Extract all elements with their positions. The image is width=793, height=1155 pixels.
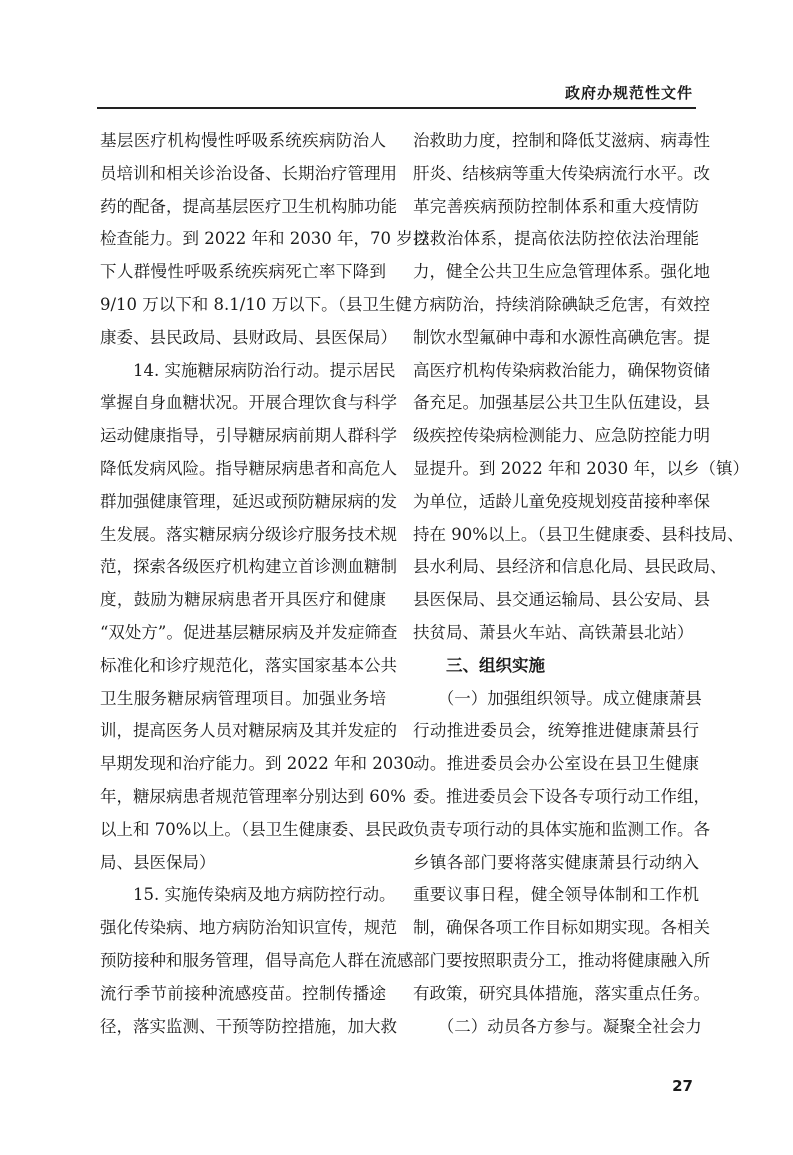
text-line: 动。推进委员会办公室设在县卫生健康	[413, 754, 699, 774]
text-line: 肝炎、结核病等重大传染病流行水平。改	[413, 163, 710, 183]
text-line: 掌握自身血糖状况。开展合理饮食与科学	[100, 393, 397, 413]
header-divider	[97, 107, 696, 109]
running-header-title: 政府办规范性文件	[564, 84, 693, 102]
text-line: 乡镇各部门要将落实健康萧县行动纳入	[413, 852, 699, 872]
text-line: 备充足。加强基层公共卫生队伍建设，县	[413, 393, 710, 413]
text-line: 革完善疾病预防控制体系和重大疫情防	[413, 196, 699, 216]
text-line: 早期发现和治疗能力。到 2022 年和 2030	[100, 754, 415, 774]
text-line: 基层医疗机构慢性呼吸系统疾病防治人	[100, 131, 386, 150]
section-heading: 三、组织实施	[413, 655, 545, 675]
text-line: 有政策，研究具体措施，落实重点任务。	[413, 983, 710, 1003]
text-line: 为单位，适龄儿童免疫规划疫苗接种率保	[413, 491, 710, 511]
text-line: 方病防治，持续消除碘缺乏危害，有效控	[413, 294, 710, 314]
text-line: 卫生服务糖尿病管理项目。加强业务培	[100, 688, 386, 708]
text-line: 部门要按照职责分工，推动将健康融入所	[413, 950, 710, 970]
text-line: 高医疗机构传染病救治能力，确保物资储	[413, 360, 710, 380]
text-line: 流行季节前接种流感疫苗。控制传播途	[100, 983, 386, 1003]
text-line: 重要议事日程，健全领导体制和工作机	[413, 885, 699, 905]
text-line: 9/10 万以下和 8.1/10 万以下。（县卫生健	[100, 294, 412, 314]
text-line: 15. 实施传染病及地方病防控行动。	[100, 885, 396, 905]
text-line: “双处方”。促进基层糖尿病及并发症筛查	[100, 622, 398, 642]
text-line: 县水利局、县经济和信息化局、县民政局、	[413, 557, 727, 577]
text-line: 行动推进委员会，统筹推进健康萧县行	[413, 721, 699, 741]
text-line: 年，糖尿病患者规范管理率分别达到 60%	[100, 786, 406, 806]
text-line: 县医保局、县交通运输局、县公安局、县	[413, 590, 710, 610]
text-line: 径，落实监测、干预等防控措施，加大救	[100, 1016, 397, 1036]
text-line: 降低发病风险。指导糖尿病患者和高危人	[100, 458, 397, 478]
text-line: （一）加强组织领导。成立健康萧县	[413, 688, 702, 708]
text-line: 群加强健康管理，延迟或预防糖尿病的发	[100, 491, 397, 511]
text-line: 检查能力。到 2022 年和 2030 年，70 岁以	[100, 229, 430, 249]
text-line: 运动健康指导，引导糖尿病前期人群科学	[100, 426, 397, 446]
text-line: 标准化和诊疗规范化，落实国家基本公共	[100, 655, 397, 675]
text-line: 局、县医保局）	[100, 852, 216, 872]
text-line: 持在 90%以上。（县卫生健康委、县科技局、	[413, 524, 744, 544]
text-line: 度，鼓励为糖尿病患者开具医疗和健康	[100, 590, 386, 610]
text-line: 委。推进委员会下设各专项行动工作组，	[413, 786, 710, 806]
text-line: 级疾控传染病检测能力、应急防控能力明	[413, 426, 710, 446]
text-line: 制饮水型氟砷中毒和水源性高碘危害。提	[413, 327, 710, 347]
text-line: 力，健全公共卫生应急管理体系。强化地	[413, 262, 710, 282]
text-line: 强化传染病、地方病防治知识宣传，规范	[100, 918, 397, 938]
text-line: 训，提高医务人员对糖尿病及其并发症的	[100, 721, 397, 741]
text-line: （二）动员各方参与。凝聚全社会力	[413, 1016, 702, 1036]
text-line: 下人群慢性呼吸系统疾病死亡率下降到	[100, 262, 386, 282]
left-text-column	[100, 125, 430, 1043]
text-line: 负责专项行动的具体实施和监测工作。各	[413, 819, 710, 839]
text-line: 生发展。落实糖尿病分级诊疗服务技术规	[100, 524, 397, 544]
text-line: 14. 实施糖尿病防治行动。提示居民	[100, 360, 396, 380]
text-line: 范，探索各级医疗机构建立首诊测血糖制	[100, 557, 397, 577]
text-line: 显提升。到 2022 年和 2030 年，以乡（镇）	[413, 458, 749, 478]
text-line: 康委、县民政局、县财政局、县医保局）	[100, 327, 397, 347]
right-text-column	[413, 125, 749, 1043]
text-line: 扶贫局、萧县火车站、高铁萧县北站）	[413, 622, 694, 642]
text-line: 药的配备，提高基层医疗卫生机构肺功能	[100, 196, 397, 216]
text-line: 以上和 70%以上。（县卫生健康委、县民政	[100, 819, 415, 839]
text-line: 控救治体系，提高依法防控依法治理能	[413, 229, 699, 249]
text-line: 制，确保各项工作目标如期实现。各相关	[413, 918, 710, 938]
page-number: 27	[672, 1077, 693, 1095]
text-line: 员培训和相关诊治设备、长期治疗管理用	[100, 163, 397, 183]
text-line: 治救助力度，控制和降低艾滋病、病毒性	[413, 131, 710, 150]
text-line: 预防接种和服务管理，倡导高危人群在流感	[100, 950, 414, 970]
